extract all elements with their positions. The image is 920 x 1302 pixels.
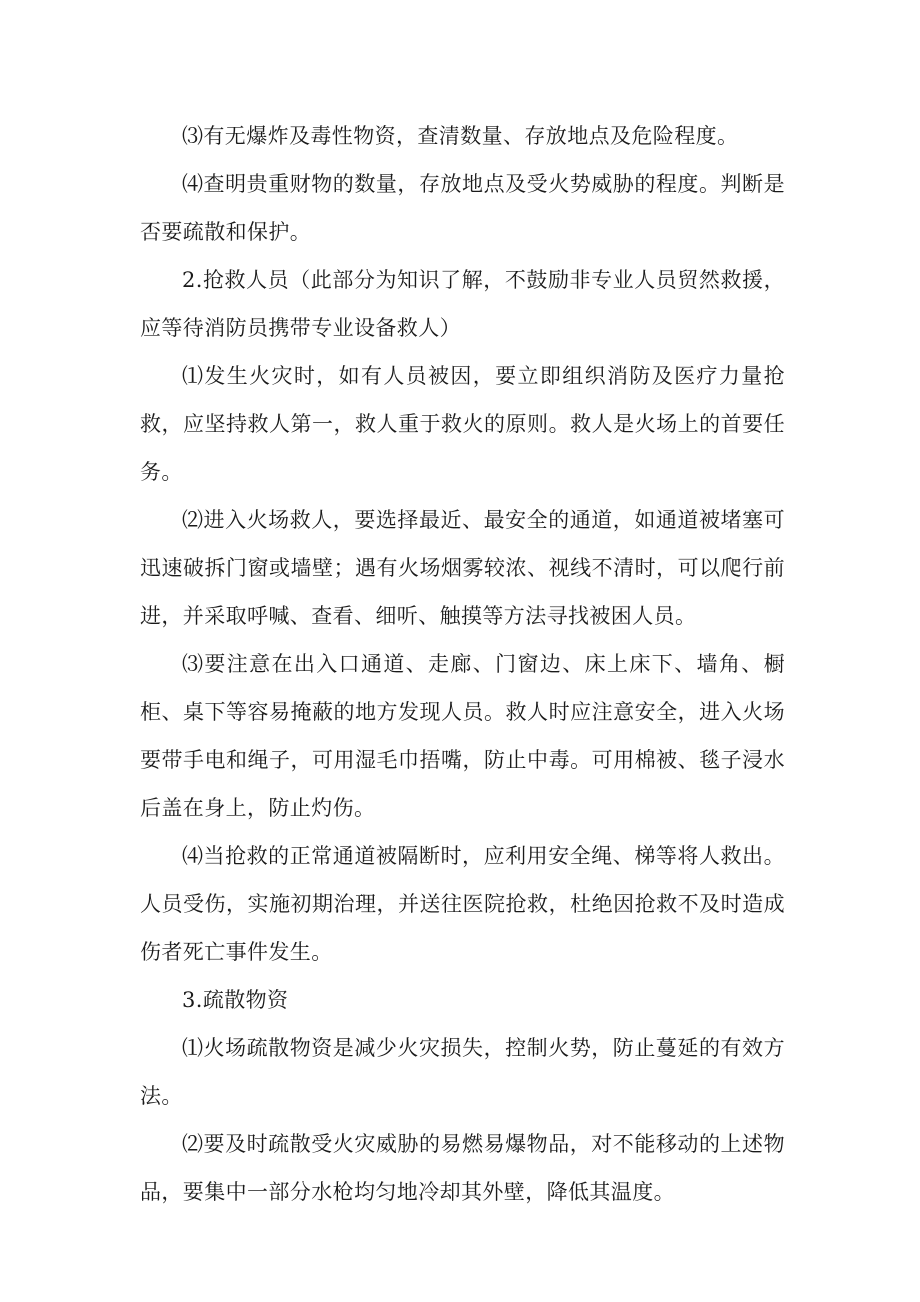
paragraph-search-locations: ⑶要注意在出入口通道、走廊、门窗边、床上床下、墙角、橱柜、桌下等容易掩蔽的地方发现人员。救人时应注意安全，进入火场要带手电和绳子，可用湿毛巾捂嘴，防止中毒。可用棉被、毯子浸水后盖在身上，防止灼伤。	[140, 652, 785, 820]
document-body	[140, 112, 785, 1216]
paragraph-flammables-cooling: ⑵要及时疏散受火灾威胁的易燃易爆物品，对不能移动的上述物品，要集中一部分水枪均匀地冷却其外壁，降低其温度。	[140, 1132, 785, 1204]
paragraph-rescue-priority: ⑴发生火灾时，如有人员被因，要立即组织消防及医疗力量抢救，应坚持救人第一，救人重于救火的原则。救人是火场上的首要任务。	[140, 364, 785, 484]
paragraph-valuables-check: ⑷查明贵重财物的数量，存放地点及受火势威胁的程度。判断是否要疏散和保护。	[140, 172, 785, 244]
paragraph-blocked-passage: ⑷当抢救的正常通道被隔断时，应利用安全绳、梯等将人救出。人员受伤，实施初期治理，并送往医院抢救，杜绝因抢救不及时造成伤者死亡事件发生。	[140, 844, 785, 964]
paragraph-rescue-route: ⑵进入火场救人，要选择最近、最安全的通道，如通道被堵塞可迅速破拆门窗或墙壁；遇有火场烟雾较浓、视线不清时，可以爬行前进，并采取呼喊、查看、细听、触摸等方法寻找被困人员。	[140, 508, 785, 628]
paragraph-evacuation-purpose: ⑴火场疏散物资是减少火灾损失，控制火势，防止蔓延的有效方法。	[140, 1036, 785, 1108]
section-heading-rescue-personnel: 2.抢救人员（此部分为知识了解，不鼓励非专业人员贸然救援，应等待消防员携带专业设备救人）	[140, 268, 785, 340]
section-heading-evacuate-materials: 3.疏散物资	[182, 988, 289, 1012]
paragraph-explosives-check: ⑶有无爆炸及毒性物资，查清数量、存放地点及危险程度。	[182, 124, 739, 148]
